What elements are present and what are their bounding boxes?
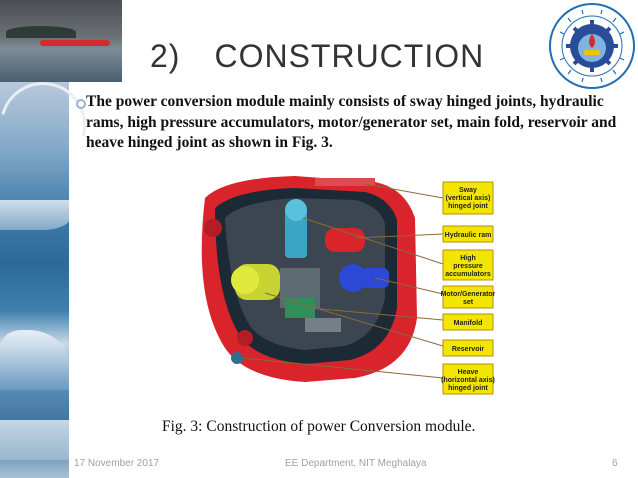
wave-decoration bbox=[0, 200, 70, 230]
slide-title-text: CONSTRUCTION bbox=[214, 38, 485, 74]
power-conversion-module-figure bbox=[185, 168, 495, 396]
label-heave-line: (horizontal axis) bbox=[441, 377, 495, 384]
bullet-icon bbox=[76, 99, 86, 109]
wave-decoration bbox=[0, 330, 70, 390]
label-reservoir bbox=[443, 340, 493, 356]
label-accumulators-line: accumulators bbox=[445, 271, 491, 278]
footer-page-number: 6 bbox=[612, 458, 618, 469]
label-heave bbox=[441, 364, 495, 394]
ocean-device-photo bbox=[0, 0, 122, 82]
footer-date: 17 November 2017 bbox=[74, 458, 160, 469]
label-reservoir-line: Reservoir bbox=[451, 346, 485, 353]
photo-landmass bbox=[6, 26, 76, 38]
institute-seal-icon bbox=[548, 2, 636, 90]
label-sway-line: Sway bbox=[459, 187, 477, 194]
footer-department: EE Department, NIT Meghalaya bbox=[285, 458, 427, 469]
label-accumulators bbox=[443, 250, 493, 280]
label-sway-line: hinged joint bbox=[448, 203, 488, 210]
label-motor-generator-line: Motor/Generator bbox=[440, 291, 495, 298]
label-heave-line: Heave bbox=[457, 369, 479, 376]
label-hydraulic-ram bbox=[443, 226, 493, 242]
slide-title-number: 2) bbox=[150, 38, 181, 74]
label-accumulators-line: pressure bbox=[453, 263, 483, 270]
label-heave-line: hinged joint bbox=[448, 385, 488, 392]
label-motor-generator-line: set bbox=[462, 299, 474, 306]
heave-joint-knob bbox=[231, 352, 243, 364]
wave-decoration bbox=[0, 420, 70, 460]
figure-caption: Fig. 3: Construction of power Conversion module. bbox=[162, 418, 476, 435]
label-sway-line: (vertical axis) bbox=[445, 195, 491, 202]
label-motor-generator bbox=[441, 286, 495, 308]
slide-title bbox=[150, 38, 485, 75]
label-sway bbox=[443, 182, 493, 214]
photo-wave-device bbox=[40, 40, 110, 46]
label-hydraulic-ram-line: Hydraulic ram bbox=[444, 232, 492, 239]
label-accumulators-line: High bbox=[460, 255, 476, 262]
label-manifold-line: Manifold bbox=[453, 320, 483, 327]
label-manifold bbox=[443, 314, 493, 330]
slide-body-text: The power conversion module mainly consists of sway hinged joints, hydraulic rams, high pressure accumulators, motor/generator set, main fold, reservoir and heave hinged joint as shown in Fig. 3. bbox=[86, 93, 617, 151]
